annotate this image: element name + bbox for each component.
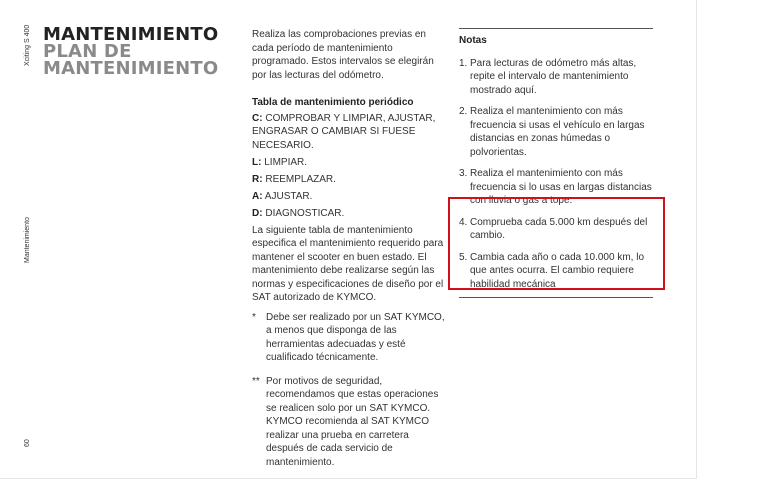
note-text: Para lecturas de odómetro más altas, repite el intervalo de mantenimiento mostrado aquí.	[470, 57, 637, 96]
code-text: LIMPIAR.	[264, 156, 308, 168]
footnote	[252, 311, 448, 365]
note-item	[459, 105, 655, 159]
footnote-text: Debe ser realizado por un SAT KYMCO, a menos que disponga de las herramientas adecuadas y esté cualificado técnicamente.	[266, 311, 445, 363]
note-text: Cambia cada año o cada 10.000 km, lo que antes ocurra. El cambio requiere habilidad mecánica	[470, 251, 644, 290]
footnote	[252, 375, 448, 470]
notes-bottom-divider	[459, 297, 653, 298]
code-text: DIAGNOSTICAR.	[265, 207, 345, 219]
page-number: 60	[24, 439, 31, 447]
code-text: COMPROBAR Y LIMPIAR, AJUSTAR, ENGRASAR O CAMBIAR SI FUESE NECESARIO.	[252, 112, 436, 151]
note-number: 3.	[459, 168, 468, 179]
note-number: 5.	[459, 251, 468, 263]
table-heading: Tabla de mantenimiento periódico	[252, 97, 414, 108]
note-item	[459, 57, 655, 98]
side-model-label: Xciting S 400	[24, 24, 31, 66]
code-letter: C:	[252, 112, 263, 124]
title-line-1: MANTENIMIENTO	[43, 24, 219, 45]
table-description: La siguiente tabla de mantenimiento especifica el mantenimiento requerido para mantener el scooter en buen estado. El mantenimiento debe realizarse según las normas y especificaciones de diseño por el SAT autorizado de KYMCO.	[252, 224, 444, 303]
code-letter: R:	[252, 173, 263, 185]
note-number: 4.	[459, 216, 468, 228]
code-row	[252, 112, 448, 153]
intro-paragraph: Realiza las comprobaciones previas en cada período de mantenimiento programado. Estos intervalos se elegirán por las lecturas del odómetro.	[252, 29, 434, 81]
footnote-mark: *	[252, 311, 256, 323]
highlight-box	[448, 197, 665, 290]
note-number: 1.	[459, 57, 468, 69]
code-letter: D:	[252, 207, 263, 219]
code-text: AJUSTAR.	[264, 190, 313, 202]
footnote-text: Por motivos de seguridad, recomendamos que estas operaciones se realicen solo por un SAT KYMCO. KYMCO recomienda al SAT KYMCO realizar una prueba en carretera después de cada servicio de mantenimiento.	[266, 375, 439, 468]
code-letter: L:	[252, 156, 262, 168]
footnote-mark: **	[252, 375, 260, 387]
side-section-label: Mantenimiento	[24, 217, 31, 263]
note-text: Realiza el mantenimiento con más frecuencia si usas el vehículo en largas distancias en zonas húmedas o polvorientas.	[470, 106, 645, 158]
code-letter: A:	[252, 190, 263, 202]
maintenance-column	[252, 28, 448, 479]
page-title	[43, 26, 218, 77]
code-row	[252, 156, 448, 170]
code-row	[252, 207, 448, 221]
code-row	[252, 173, 448, 187]
note-text: Realiza el mantenimiento con más frecuencia si lo usas en largas distancias con lluvia o gas a tope.	[470, 168, 652, 206]
code-text: REEMPLAZAR.	[265, 173, 336, 185]
notes-title: Notas	[459, 35, 487, 46]
title-line-3: MANTENIMIENTO	[43, 58, 219, 79]
title-line-2: PLAN DE	[43, 41, 132, 62]
code-row	[252, 190, 448, 204]
note-text: Comprueba cada 5.000 km después del cambio.	[470, 216, 648, 241]
note-number: 2.	[459, 106, 468, 117]
notes-top-divider	[459, 28, 653, 29]
